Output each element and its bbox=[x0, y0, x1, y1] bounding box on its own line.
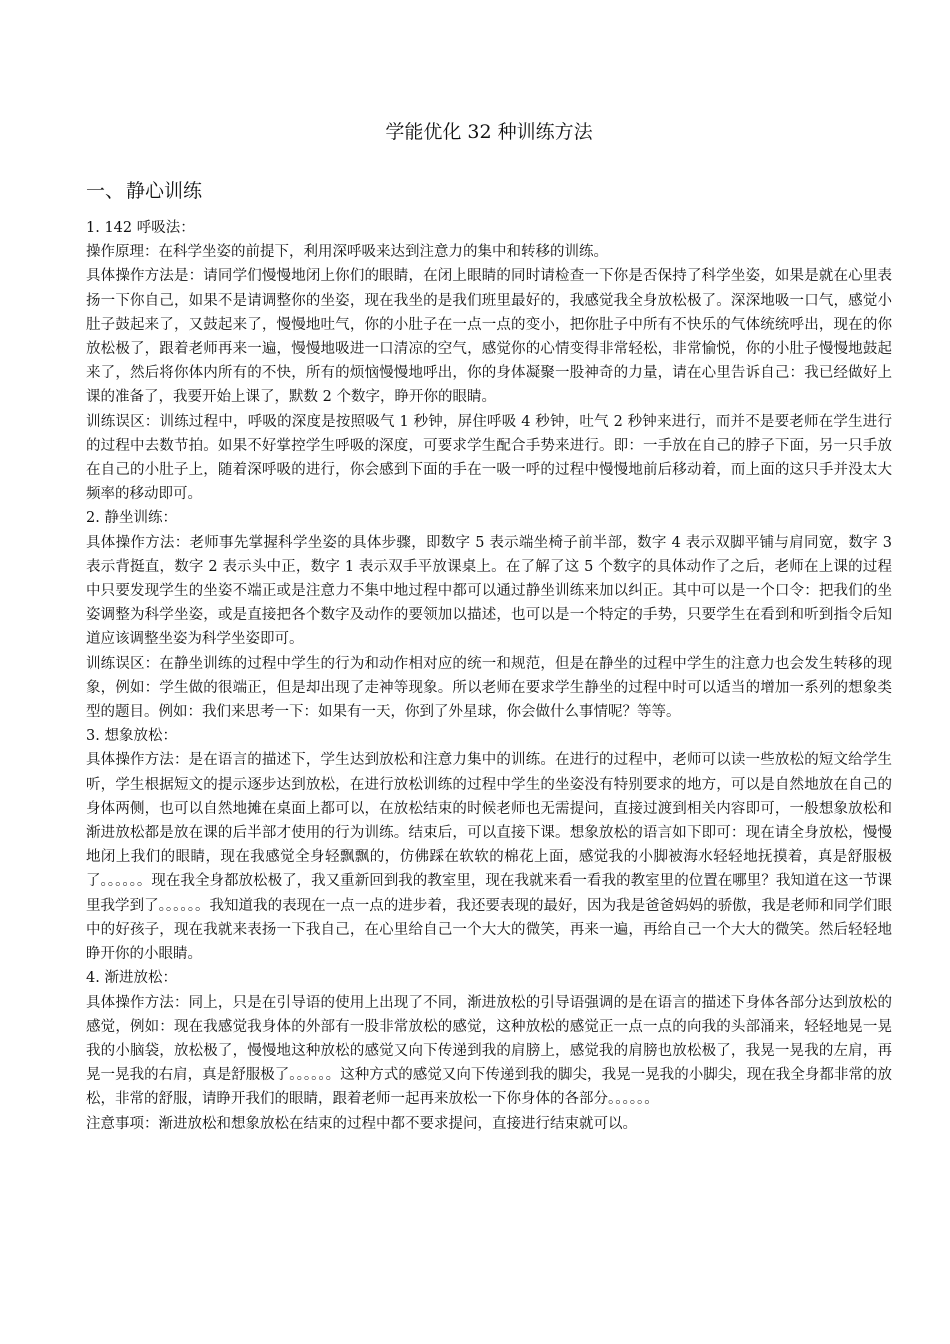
paragraph: 具体操作方法是：请同学们慢慢地闭上你们的眼睛，在闭上眼睛的同时请检查一下你是否保持了科学坐姿，如果是就在心里表扬一下你自己，如果不是请调整你的坐姿，现在我坐的是我们班里最好的，我感觉我全身放松极了。深深地吸一口气，感觉小肚子鼓起来了，又鼓起来了，慢慢地吐气，你的小肚子在一点一点的变小，把你肚子中所有不快乐的气体统统呼出，现在的你放松极了，跟着老师再来一遍，慢慢地吸进一口清凉的空气，感觉你的心情变得非常轻松，非常愉悦，你的小肚子慢慢地鼓起来了，然后将你体内所有的不快，所有的烦恼慢慢地呼出，你的身体凝聚一股神奇的力量，请在心里告诉自己：我已经做好上课的准备了，我要开始上课了，默数 2 个数字，睁开你的眼睛。 bbox=[86, 268, 892, 406]
item-heading: 3. 想象放松： bbox=[86, 728, 177, 745]
document-title: 学能优化 32 种训练方法 bbox=[385, 121, 593, 143]
item-heading: 4. 渐进放松： bbox=[86, 970, 177, 987]
paragraph: 具体操作方法：同上，只是在引导语的使用上出现了不同，渐进放松的引导语强调的是在语言的描述下身体各部分达到放松的感觉，例如：现在我感觉我身体的外部有一股非常放松的感觉，这种放松的感觉正一点一点的向我的头部涌来，轻轻地晃一晃我的小脑袋，放松极了，慢慢地这种放松的感觉又向下传递到我的肩膀上，感觉我的肩膀也放松极了，我晃一晃我的左肩，再晃一晃我的右肩，真是舒服极了。。。。。。这种方式的感觉又向下传递到我的脚尖，我晃一晃我的小脚尖，现在我全身都非常的放松，非常的舒服，请睁开我们的眼睛，跟着老师一起再来放松一下你身体的各部分。。。。。。 bbox=[86, 994, 892, 1108]
item-2 bbox=[86, 506, 892, 724]
paragraph: 具体操作方法：老师事先掌握科学坐姿的具体步骤，即数字 5 表示端坐椅子前半部，数字 4 表示双脚平铺与肩同宽，数字 3 表示背挺直，数字 2 表示头中正，数字 1 表示双手平放课桌上。在了解了这 5 个数字的具体动作了之后，老师在上课的过程中只要发现学生的坐姿不端正或是注意力不集中地过程中都可以通过静坐训练来加以纠正。其中可以是一个口令：把我们的坐姿调整为科学坐姿，或是直接把各个数字及动作的要领加以描述，也可以是一个特定的手势，只要学生在看到和听到指令后知道应该调整坐姿为科学坐姿即可。 bbox=[86, 534, 892, 648]
section-number: 一、 bbox=[86, 180, 125, 202]
paragraph: 操作原理：在科学坐姿的前提下，利用深呼吸来达到注意力的集中和转移的训练。 bbox=[86, 244, 608, 261]
paragraph: 训练误区：在静坐训练的过程中学生的行为和动作相对应的统一和规范，但是在静坐的过程中学生的注意力也会发生转移的现象，例如：学生做的很端正，但是却出现了走神等现象。所以老师在要求学生静坐的过程中时可以适当的增加一系列的想象类型的题目。例如：我们来思考一下：如果有一天，你到了外星球，你会做什么事情呢？等等。 bbox=[86, 655, 892, 721]
paragraph: 注意事项：渐进放松和想象放松在结束的过程中都不要求提问，直接进行结束就可以。 bbox=[86, 1115, 637, 1132]
item-heading: 1. 142 呼吸法： bbox=[86, 220, 195, 236]
item-4 bbox=[86, 966, 892, 1135]
section-heading bbox=[86, 176, 892, 206]
paragraph: 具体操作方法：是在语言的描述下，学生达到放松和注意力集中的训练。在进行的过程中，老师可以读一些放松的短文给学生听，学生根据短文的提示逐步达到放松，在进行放松训练的过程中学生的坐姿没有特别要求的地方，可以是自然地放在自己的身体两侧，也可以自然地摊在桌面上都可以，在放松结束的时候老师也无需提问，直接过渡到相关内容即可，一般想象放松和渐进放松都是放在课的后半部才使用的行为训练。结束后，可以直接下课。想象放松的语言如下即可：现在请全身放松，慢慢地闭上我们的眼睛，现在我感觉全身轻飘飘的，仿佛踩在软软的棉花上面，感觉我的小脚被海水轻轻地抚摸着，真是舒服极了。。。。。。现在我全身都放松极了，我又重新回到我的教室里，现在我就来看一看我的教室里的位置在哪里？我知道在这一节课里我学到了。。。。。。我知道我的表现在一点一点的进步着，我还要表现的最好，因为我是爸爸妈妈的骄傲，我是老师和同学们眼中的好孩子，现在我就来表扬一下我自己，在心里给自己一个大大的微笑，再来一遍，再给自己一个大大的微笑。然后轻轻地睁开你的小眼睛。 bbox=[86, 752, 892, 963]
item-3 bbox=[86, 724, 892, 966]
paragraph: 训练误区：训练过程中，呼吸的深度是按照吸气 1 秒钟，屏住呼吸 4 秒钟，吐气 2 秒钟来进行，而并不是要老师在学生进行的过程中去数节拍。如果不好掌控学生呼吸的深度，可要求学生配合手势来进行。即：一手放在自己的脖子下面，另一只手放在自己的小肚子上，随着深呼吸的进行，你会感到下面的手在一吸一呼的过程中慢慢地前后移动着，而上面的这只手并没太大频率的移动即可。 bbox=[86, 413, 892, 503]
item-heading: 2. 静坐训练： bbox=[86, 510, 177, 527]
section-title: 静心训练 bbox=[126, 180, 203, 202]
item-1 bbox=[86, 216, 892, 506]
document-page bbox=[86, 118, 892, 1136]
